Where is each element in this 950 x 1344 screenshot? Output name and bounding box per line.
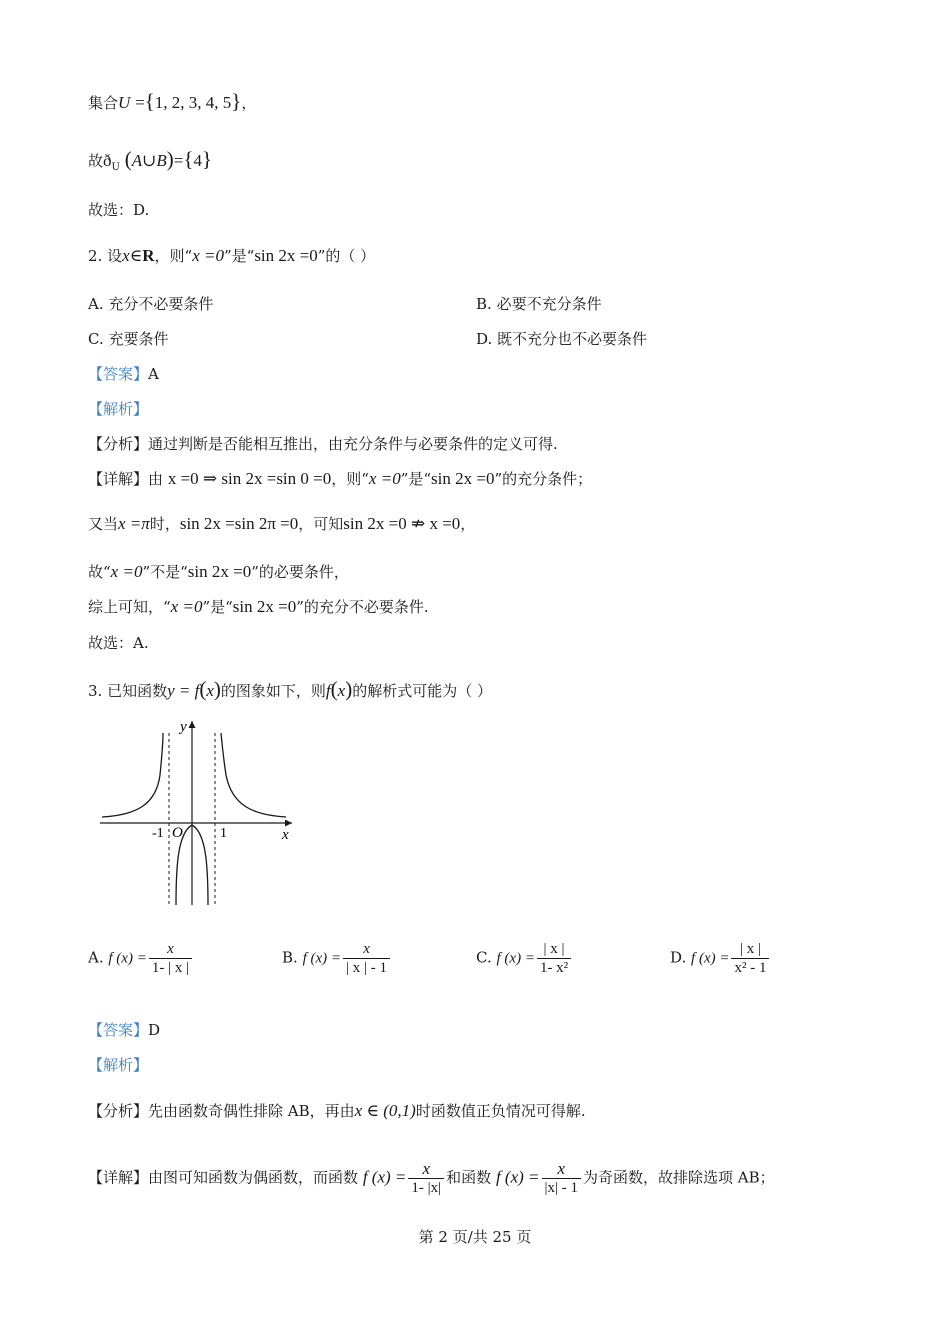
q2-number: 2. 设	[88, 247, 123, 265]
detail-lhs: f (x) =	[362, 1167, 407, 1187]
option-lhs: f (x) =	[302, 950, 342, 967]
detail-math: sin 2x =sin 2π =0	[179, 514, 299, 533]
option-text: 既不充分也不必要条件	[497, 330, 648, 348]
detail-fraction-1	[408, 1160, 444, 1197]
detail-math: sin 2x =0 ⇏ x =0	[343, 514, 461, 533]
union-symbol: ∪	[142, 151, 157, 170]
detail-tag: 【详解】	[88, 1168, 149, 1187]
detail-text: 和函数	[446, 1168, 492, 1187]
detail-text: ，可知	[298, 515, 344, 533]
q2-option-d[interactable]	[476, 328, 647, 350]
func-y-f: y = f	[167, 681, 200, 700]
detail-text: ”的必要条件，	[251, 563, 349, 581]
y-axis-label: y	[180, 719, 187, 735]
result-set: 4	[193, 151, 202, 170]
answer-tag: 【答案】	[88, 365, 149, 383]
q3-stem: 3. 已知函数y = f(x)的图象如下，则f(x)的解析式可能为（ ）	[88, 677, 492, 701]
detail-text: 由	[148, 470, 164, 488]
q2-detail-line-2	[88, 513, 475, 535]
var-x: x	[337, 681, 346, 700]
detail-math: sin 2x =0	[232, 597, 297, 616]
option-text: 充分不必要条件	[108, 295, 214, 313]
detail-text: 由图可知函数为偶函数，而函数	[148, 1168, 359, 1187]
q3-option-c[interactable]	[476, 940, 573, 977]
detail-text: 故“	[88, 563, 111, 581]
fenxi-text: 时函数值正负情况可得解.	[415, 1102, 586, 1120]
condition-1: x =0	[192, 246, 224, 265]
option-letter: C.	[476, 948, 492, 967]
complement-symbol: ð	[103, 151, 112, 170]
x-axis-label: x	[282, 827, 289, 843]
func-f: f	[325, 681, 331, 700]
origin-label: O	[172, 825, 183, 841]
detail-math: x =0	[110, 562, 143, 581]
page-footer: 第 2 页/共 25 页	[418, 1228, 532, 1246]
detail-text: 为奇函数，故排除选项 AB；	[583, 1168, 775, 1187]
detail-lhs: f (x) =	[495, 1167, 540, 1187]
fraction-numerator: | x |	[739, 941, 761, 957]
fenxi-tag: 【分析】	[88, 435, 149, 453]
detail-math: x =0	[368, 469, 401, 488]
q3-analysis-tag: 【解析】	[88, 1056, 149, 1074]
var-u: U	[118, 93, 131, 112]
detail-text: ”的充分条件；	[494, 470, 593, 488]
q2-answer	[88, 363, 159, 385]
complement-line: 故$ð_U$ (A∪B)={4}	[88, 147, 213, 173]
detail-math: x =π	[118, 514, 150, 533]
set-u-line: 集合U ={1, 2, 3, 4, 5}，	[88, 89, 257, 113]
detail-text: ，则“	[331, 470, 369, 488]
set-u-elements: 1, 2, 3, 4, 5	[154, 93, 232, 112]
option-fraction	[149, 940, 192, 977]
option-fraction	[343, 940, 390, 977]
stem-text: ”的（ ）	[317, 247, 376, 265]
option-letter: B.	[282, 948, 298, 967]
q3-answer	[88, 1019, 160, 1041]
q3-number: 3. 已知函数	[88, 682, 168, 700]
option-letter: A.	[88, 948, 104, 967]
fraction-denominator: |x| - 1	[542, 1178, 582, 1197]
q3-option-d[interactable]	[670, 940, 771, 977]
answer-value: D	[148, 1021, 161, 1039]
fenxi-tag: 【分析】	[88, 1102, 149, 1120]
detail-text: 综上可知，“	[88, 598, 171, 616]
detail-math: x =0 ⇒ sin 2x =sin 0 =0	[167, 469, 332, 488]
fraction-numerator: x	[363, 941, 370, 957]
fraction-denominator: | x | - 1	[343, 958, 390, 977]
detail-text: ，	[460, 515, 476, 533]
stem-text: 的图象如下，则	[220, 682, 326, 700]
curve-left	[102, 733, 163, 817]
detail-text: ”的充分不必要条件.	[296, 598, 429, 616]
q2-detail-line-1	[88, 468, 592, 490]
detail-text: ”不是“	[142, 563, 188, 581]
fraction-denominator: x² - 1	[731, 958, 769, 977]
option-letter: D.	[476, 330, 493, 348]
option-letter: D.	[670, 948, 687, 967]
option-lhs: f (x) =	[691, 950, 730, 967]
detail-text: ”是“	[202, 598, 233, 616]
q2-option-c[interactable]	[88, 328, 169, 350]
complement-subscript: U	[111, 162, 120, 173]
q2-fenxi	[88, 433, 558, 455]
tick-label-neg: -1	[152, 826, 164, 841]
real-set-symbol: R	[142, 246, 155, 265]
var-x: x	[122, 246, 130, 265]
detail-text: 时，	[149, 515, 180, 533]
function-graph	[96, 715, 306, 910]
var-a: A	[131, 151, 143, 170]
option-fraction	[537, 940, 571, 977]
fraction-numerator: | x |	[543, 941, 565, 957]
option-lhs: f (x) =	[108, 950, 147, 967]
fraction-numerator: x	[557, 1159, 566, 1178]
detail-math: sin 2x =0	[187, 562, 252, 581]
detail-text: ”是“	[400, 470, 432, 488]
option-text: 必要不充分条件	[496, 295, 602, 313]
option-letter: A.	[88, 295, 104, 313]
detail-fraction-2	[542, 1160, 582, 1197]
option-letter: C.	[88, 330, 104, 348]
equals-sign: =	[173, 151, 184, 170]
stem-text: 的解析式可能为（ ）	[352, 682, 492, 700]
stem-text: ，则“	[154, 247, 193, 265]
q3-fenxi	[88, 1100, 586, 1122]
q2-conclusion: 故选：A.	[88, 634, 149, 652]
option-lhs: f (x) =	[496, 950, 535, 967]
q2-detail-line-4	[88, 596, 429, 618]
q2-option-a[interactable]	[88, 293, 213, 315]
q1-conclusion: 故选：D.	[88, 201, 150, 219]
curve-right	[221, 733, 286, 817]
fraction-numerator: x	[422, 1159, 431, 1178]
detail-tag: 【详解】	[88, 470, 149, 488]
option-text: 充要条件	[108, 330, 169, 348]
q3-option-a[interactable]	[88, 940, 194, 977]
fenxi-math: x ∈ (0,1)	[354, 1101, 416, 1120]
equals-sign: =	[135, 93, 145, 112]
stem-text: ”是“	[223, 247, 255, 265]
detail-text: 又当	[88, 515, 119, 533]
var-x: x	[206, 681, 214, 700]
option-fraction	[731, 940, 769, 977]
q3-detail	[88, 1160, 775, 1197]
element-of-symbol: ∈	[129, 246, 143, 265]
q3-option-b[interactable]	[282, 940, 392, 977]
tick-label-pos: 1	[220, 826, 227, 841]
option-letter: B.	[476, 295, 492, 313]
q2-option-b[interactable]	[476, 293, 602, 315]
var-b: B	[156, 151, 167, 170]
fraction-numerator: x	[167, 941, 174, 957]
comma: ，	[241, 94, 257, 112]
fenxi-text: 通过判断是否能相互推出，由充分条件与必要条件的定义可得.	[148, 435, 558, 453]
detail-math: sin 2x =0	[431, 469, 495, 488]
q2-stem	[88, 245, 375, 267]
detail-math: x =0	[170, 597, 203, 616]
fraction-denominator: 1- x²	[537, 958, 571, 977]
answer-value: A	[148, 365, 159, 383]
answer-tag: 【答案】	[88, 1021, 149, 1039]
fenxi-text: 先由函数奇偶性排除 AB，再由	[148, 1102, 355, 1120]
q2-analysis-tag: 【解析】	[88, 400, 149, 418]
set-label: 集合	[88, 94, 119, 112]
fraction-denominator: 1- | x |	[149, 958, 192, 977]
condition-2: sin 2x =0	[254, 246, 318, 265]
q2-detail-line-3	[88, 561, 349, 583]
fraction-denominator: 1- |x|	[408, 1178, 444, 1197]
gu-label: 故	[88, 152, 104, 170]
